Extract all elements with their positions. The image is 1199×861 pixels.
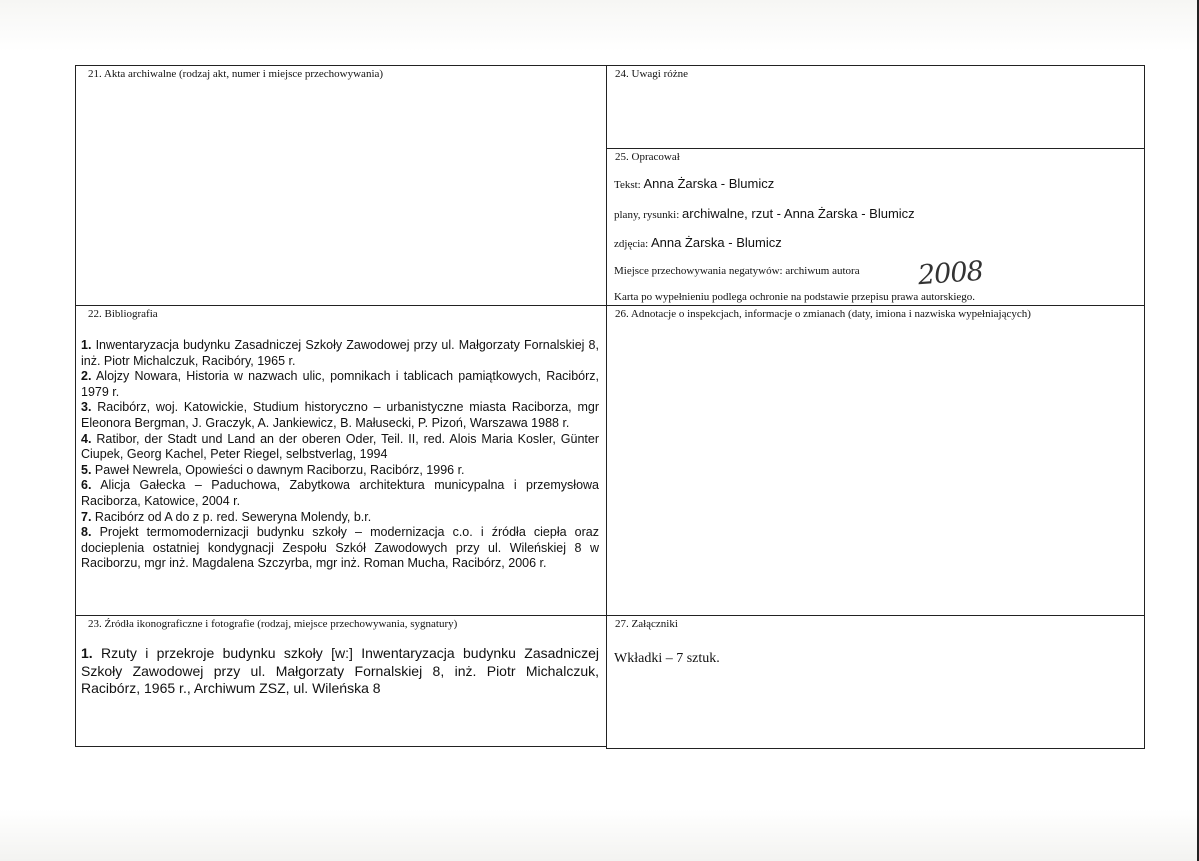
section-24-header: 24. Uwagi różne bbox=[615, 68, 689, 80]
miejsce-row: Miejsce przechowywania negatywów: archiwum autora bbox=[614, 265, 860, 277]
bibliography-item: 1. Inwentaryzacja budynku Zasadniczej Szkoły Zawodowej przy ul. Małgorzaty Fornalskiej 8, inż. Piotr Michalczuk, Racibóry, 1965 r. bbox=[81, 338, 599, 368]
iconographic-source bbox=[81, 645, 599, 698]
plany-row: plany, rysunki: archiwalne, rzut - Anna Żarska - Blumicz bbox=[614, 206, 915, 221]
bibliography-item: 8. Projekt termomodernizacji budynku szkoły – modernizacja c.o. i źródła ciepła oraz docieplenia ostatniej kondygnacji Zespołu Szkół Zawodowych przy ul. Wileńskiej 8 w Raciborzu, mgr inż. Magdalena Szczyrba, mgr inż. Roman Mucha, Racibórz, 2006 r. bbox=[81, 525, 599, 571]
section-23-header: 23. Źródła ikonograficzne i fotografie (rodzaj, miejsce przechowywania, sygnatury) bbox=[88, 618, 458, 630]
zdjecia-value: Anna Żarska - Blumicz bbox=[650, 235, 782, 250]
section-26-box bbox=[606, 305, 1145, 616]
bibliography-item: 6. Alicja Gałecka – Paduchowa, Zabytkowa architektura municypalna i przemysłowa Raciborza, Katowice, 2004 r. bbox=[81, 478, 599, 508]
iconographic-num: 1. bbox=[81, 645, 93, 661]
bibliography-item: 7. Racibórz od A do z p. red. Seweryna Molendy, b.r. bbox=[81, 509, 372, 524]
section-22-header: 22. Bibliografia bbox=[88, 308, 158, 320]
handwritten-year: 2008 bbox=[916, 255, 984, 292]
section-21-box bbox=[75, 65, 607, 306]
bibliography-item: 4. Ratibor, der Stadt und Land an der oberen Oder, Teil. II, red. Alois Maria Kosler, Günter Ciupek, Georg Kachel, Peter Riegel, selbstverlag, 1994 bbox=[81, 431, 599, 462]
plany-value: archiwalne, rzut - Anna Żarska - Blumicz bbox=[682, 206, 915, 221]
section-26-header: 26. Adnotacje o inspekcjach, informacje o zmianach (daty, imiona i nazwiska wypełniających) bbox=[615, 308, 1031, 320]
bibliography-list bbox=[81, 338, 599, 572]
section-25-header: 25. Opracował bbox=[615, 151, 680, 163]
bibliography-item: 3. Racibórz, woj. Katowickie, Studium historyczno – urbanistyczne miasta Raciborza, mgr Eleonora Bergman, J. Graczyk, A. Jankiewicz, B. Małusecki, P. Pizoń, Warszawa 1988 r. bbox=[81, 400, 599, 430]
attachments-text: Wkładki – 7 sztuk. bbox=[614, 651, 720, 666]
iconographic-text: Rzuty i przekroje budynku szkoły [w:] Inwentaryzacja budynku Zasadniczej Szkoły Zawodowej przy ul. Małgorzaty Fornalskiej 8, inż. Piotr Michalczuk, Racibórz, 1965 r., Archiwum ZSZ, ul. Wileńska 8 bbox=[81, 645, 599, 696]
tekst-row: Tekst: Anna Żarska - Blumicz bbox=[614, 176, 775, 191]
bibliography-item: 2. Alojzy Nowara, Historia w nazwach ulic, pomnikach i tablicach pamiątkowych, Racibórz, 1979 r. bbox=[81, 369, 599, 399]
section-21-header: 21. Akta archiwalne (rodzaj akt, numer i miejsce przechowywania) bbox=[88, 68, 384, 80]
section-25-box bbox=[606, 148, 1145, 306]
section-27-box bbox=[606, 615, 1145, 749]
copyright-note: Karta po wypełnieniu podlega ochronie na podstawie przepisu prawa autorskiego. bbox=[614, 291, 976, 303]
zdjecia-row: zdjęcia: Anna Żarska - Blumicz bbox=[614, 235, 782, 250]
section-24-box bbox=[606, 65, 1145, 149]
bibliography-item: 5. Paweł Newrela, Opowieści o dawnym Raciborzu, Racibórz, 1996 r. bbox=[81, 462, 465, 477]
section-27-header: 27. Załączniki bbox=[615, 618, 678, 630]
tekst-value: Anna Żarska - Blumicz bbox=[643, 176, 775, 191]
